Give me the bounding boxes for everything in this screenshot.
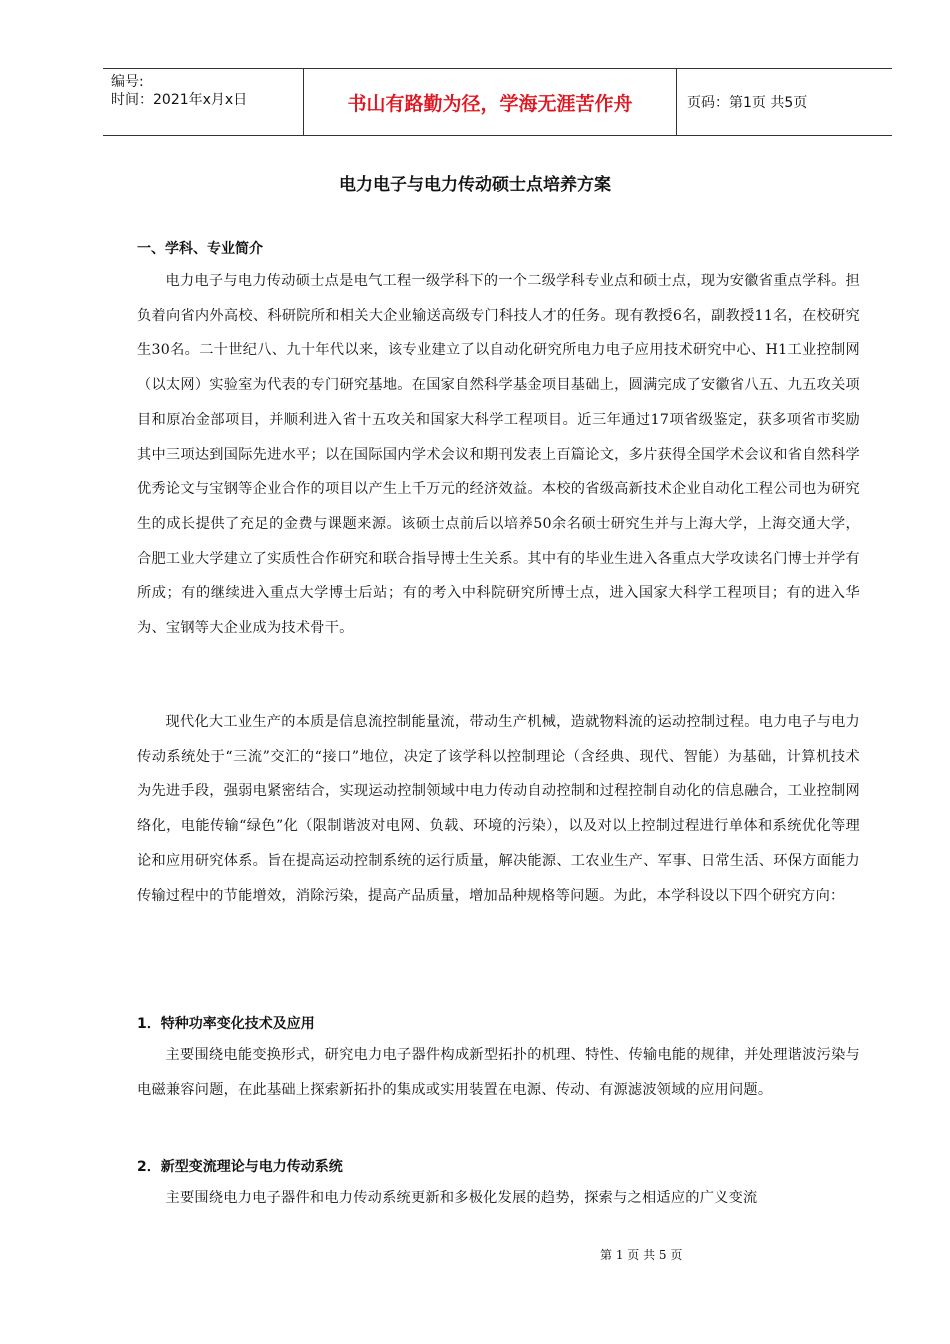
header-page-number: 页码：第1页 共5页 xyxy=(687,95,808,111)
document-title: 电力电子与电力传动硕士点培养方案 xyxy=(339,175,611,195)
direction-2-paragraph: 主要围绕电力电子器件和电力传动系统更新和多极化发展的趋势，探索与之相适应的广义变流 xyxy=(165,1190,758,1206)
header-motto: 书山有路勤为径，学海无涯苦作舟 xyxy=(304,69,677,135)
direction-1-paragraph: 主要围绕电能变换形式，研究电力电子器件构成新型拓扑的机理、特性、传输电能的规律，并处理谐波污染与电磁兼容问题，在此基础上探索新拓扑的集成或实用装置在电源、传动、有源滤波领域的应用问题。 xyxy=(137,1047,860,1098)
direction-2-heading: 2．新型变流理论与电力传动系统 xyxy=(137,1159,343,1175)
number-label: 编号: xyxy=(111,74,144,90)
time-label: 时间：2021年x月x日 xyxy=(111,92,248,108)
header-meta xyxy=(103,69,304,135)
direction-1-heading: 1．特种功率变化技术及应用 xyxy=(137,1016,315,1032)
page-footer: 第 1 页 共 5 页 xyxy=(600,1248,683,1262)
intro-paragraph-2: 现代化大工业生产的本质是信息流控制能量流，带动生产机械，造就物料流的运动控制过程。电力电子与电力传动系统处于“三流”交汇的“接口”地位，决定了该学科以控制理论（含经典、现代、智能）为基础，计算机技术为先进手段，强弱电紧密结合，实现运动控制领域中电力传动自动控制和过程控制自动化的信息融合，工业控制网络化，电能传输“绿色”化（限制谐波对电网、负载、环境的污染），以及对以上控制过程进行单体和系统优化等理论和应用研究体系。旨在提高运动控制系统的运行质量，解决能源、工农业生产、军事、日常生活、环保方面能力传输过程中的节能增效，消除污染，提高产品质量，增加品种规格等问题。为此，本学科设以下四个研究方向： xyxy=(137,714,860,904)
section-heading-intro: 一、学科、专业简介 xyxy=(137,241,263,257)
page-header xyxy=(103,68,892,136)
intro-paragraph-1: 电力电子与电力传动硕士点是电气工程一级学科下的一个二级学科专业点和硕士点，现为安徽省重点学科。担负着向省内外高校、科研院所和相关大企业输送高级专门科技人才的任务。现有教授6名，副教授11名，在校研究生30名。二十世纪八、九十年代以来，该专业建立了以自动化研究所电力电子应用技术研究中心、H1工业控制网（以太网）实验室为代表的专门研究基地。在国家自然科学基金项目基础上，圆满完成了安徽省八五、九五攻关项目和原冶金部项目，并顺利进入省十五攻关和国家大科学工程项目。近三年通过17项省级鉴定，获多项省市奖励其中三项达到国际先进水平；以在国际国内学术会议和期刊发表上百篇论文，多片获得全国学术会议和省自然科学优秀论文与宝钢等企业合作的项目以产生上千万元的经济效益。本校的省级高新技术企业自动化工程公司也为研究生的成长提供了充足的金费与课题来源。该硕士点前后以培养50余名硕士研究生并与上海大学，上海交通大学，合肥工业大学建立了实质性合作研究和联合指导博士生关系。其中有的毕业生进入各重点大学攻读名门博士并学有所成；有的继续进入重点大学博士后站；有的考入中科院研究所博士点，进入国家大科学工程项目；有的进入华为、宝钢等大企业成为技术骨干。 xyxy=(137,273,860,637)
